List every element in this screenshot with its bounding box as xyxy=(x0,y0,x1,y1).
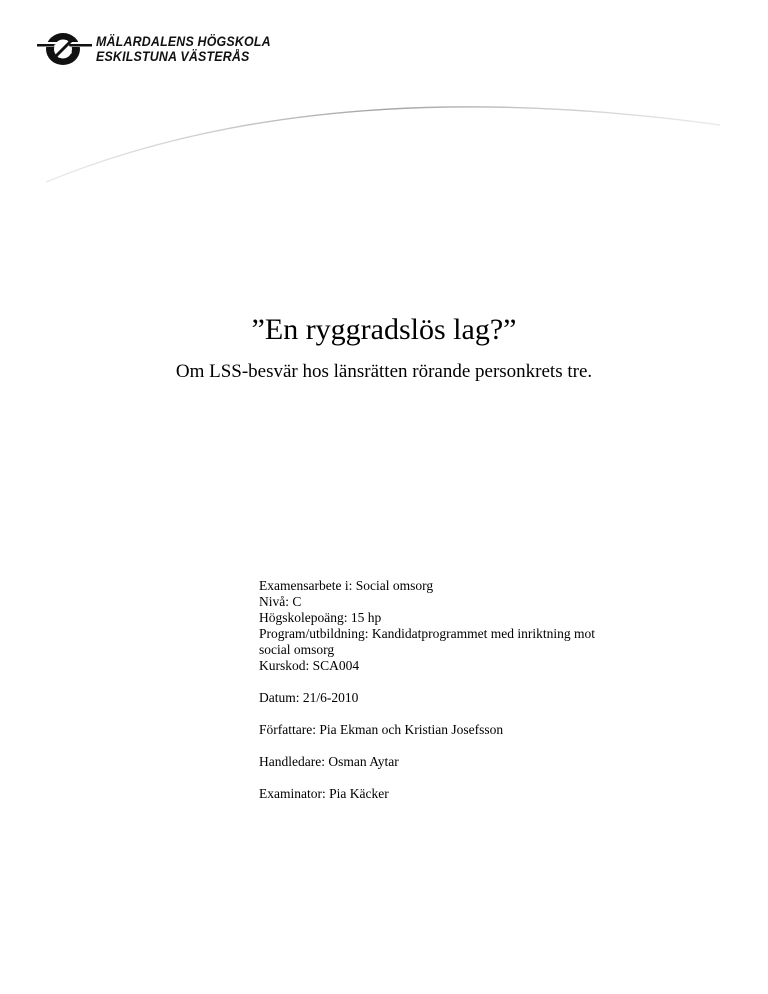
supervisor: Handledare: Osman Aytar xyxy=(259,754,399,769)
spacer xyxy=(259,770,659,786)
examiner: Examinator: Pia Käcker xyxy=(259,786,389,801)
exam-subject: Examensarbete i: Social omsorg xyxy=(259,578,434,593)
course-code: Kurskod: SCA004 xyxy=(259,658,360,673)
level: Nivå: C xyxy=(259,594,302,609)
logo-line-2: ESKILSTUNA VÄSTERÅS xyxy=(96,49,250,64)
authors: Författare: Pia Ekman och Kristian Josefsson xyxy=(259,722,504,737)
thesis-details xyxy=(259,578,659,802)
document-title: ”En ryggradslös lag?” xyxy=(251,313,517,346)
spacer xyxy=(259,738,659,754)
spacer xyxy=(259,706,659,722)
date: Datum: 21/6-2010 xyxy=(259,690,359,705)
program-line-1: Program/utbildning: Kandidatprogrammet med inriktning mot xyxy=(259,626,595,641)
logo-line-1: MÄLARDALENS HÖGSKOLA xyxy=(96,34,271,49)
decorative-arc xyxy=(0,0,768,200)
document-subtitle: Om LSS-besvär hos länsrätten rörande personkrets tre. xyxy=(175,361,593,382)
credits: Högskolepoäng: 15 hp xyxy=(259,610,382,625)
spacer xyxy=(259,674,659,690)
program-line-2: social omsorg xyxy=(259,642,335,657)
